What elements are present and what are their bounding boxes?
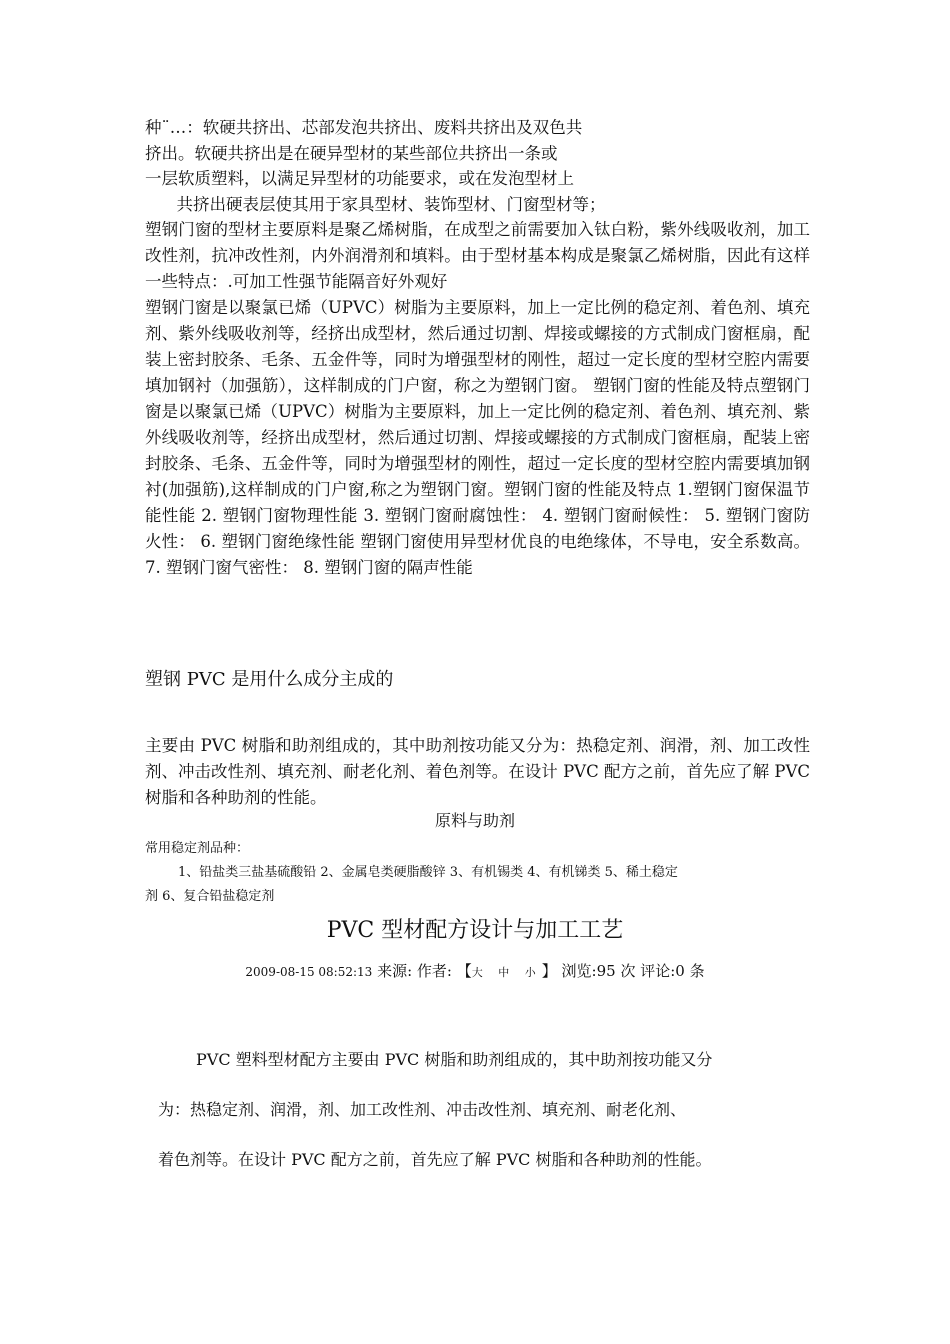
paragraph-materials: 塑钢门窗的型材主要原料是聚乙烯树脂，在成型之前需要加入钛白粉，紫外线吸收剂，加工改性剂，抗冲改性剂，内外润滑剂和填料。由于型材基本构成是聚氯乙烯树脂，因此有这样一些特点：.可加工性强节能隔音好外观好 [145,220,810,291]
font-size-bracket-close: 】 [541,962,557,980]
font-size-bracket-open: 【 [456,962,472,980]
text-line: 挤出。软硬共挤出是在硬异型材的某些部位共挤出一条或 [145,143,558,163]
paragraph-composition: 主要由 PVC 树脂和助剂组成的，其中助剂按功能又分为：热稳定剂、润滑，剂、加工改性剂、冲击改性剂、填充剂、耐老化剂、着色剂等。在设计 PVC 配方之前，首先应了解 PVC 树脂和各种助剂的性能。 [145,736,810,807]
article-source-author: 来源: 作者: [372,962,457,980]
article-views-comments: 浏览:95 次 评论:0 条 [556,962,705,980]
text-line: 种¨…：软硬共挤出、芯部发泡共挤出、废料共挤出及双色共 [145,118,583,137]
article-date: 2009-08-15 08:52:13 [245,965,373,979]
article-title: PVC 型材配方设计与加工工艺 [326,918,624,943]
intro-text-block [145,115,810,217]
article-body-line: 为：热稳定剂、润滑，剂、加工改性剂、冲击改性剂、填充剂、耐老化剂、 [158,1100,687,1119]
subtitle-materials: 原料与助剂 [434,811,515,830]
section-heading: 塑钢 PVC 是用什么成分主成的 [145,669,394,690]
article-body-line: PVC 塑料型材配方主要由 PVC 树脂和助剂组成的，其中助剂按功能又分 [196,1050,713,1069]
paragraph-upvc: 塑钢门窗是以聚氯已烯（UPVC）树脂为主要原料，加上一定比例的稳定剂、着色剂、填充剂、紫外线吸收剂等，经挤出成型材，然后通过切割、焊接或螺接的方式制成门窗框扇，配装上密封胶条、毛条、五金件等，同时为增强型材的刚性，超过一定长度的型材空腔内需要填加钢衬（加强筋），这样制成的门户窗，称之为塑钢门窗。 塑钢门窗的性能及特点塑钢门窗是以聚氯已烯（UPVC）树脂为主要原料，加上一定比例的稳定剂、着色剂、填充剂、紫外线吸收剂等，经挤出成型材，然后通过切割、焊接或螺接的方式制成门窗框扇，配装上密封胶条、毛条、五金件等，同时为增强型材的刚性，超过一定长度的型材空腔内需要填加钢衬(加强筋),这样制成的门户窗,称之为塑钢门窗。塑钢门窗的性能及特点 1.塑钢门窗保温节能性能 2. 塑钢门窗物理性能 3. 塑钢门窗耐腐蚀性： 4. 塑钢门窗耐候性： 5. 塑钢门窗防火性： 6. 塑钢门窗绝缘性能 塑钢门窗使用异型材优良的电绝缘体，不导电，安全系数高。7. 塑钢门窗气密性： 8. 塑钢门窗的隔声性能 [145,298,810,577]
text-line: 共挤出硬表层使其用于家具型材、装饰型材、门窗型材等； [145,194,606,214]
font-size-options[interactable]: 大 中 小 [471,966,542,979]
stabilizer-list-line: 1、铅盐类三盐基硫酸铅 2、金属皂类硬脂酸锌 3、有机锡类 4、有机锑类 5、稀土稳定 [178,865,678,880]
text-line: 一层软质塑料，以满足异型材的功能要求，或在发泡型材上 [145,169,574,188]
article-meta [0,958,950,986]
stabilizer-label: 常用稳定剂品种： [145,841,250,856]
stabilizer-list-line: 剂 6、复合铅盐稳定剂 [145,889,275,904]
article-body-line: 着色剂等。在设计 PVC 配方之前，首先应了解 PVC 树脂和各种助剂的性能。 [158,1150,712,1169]
